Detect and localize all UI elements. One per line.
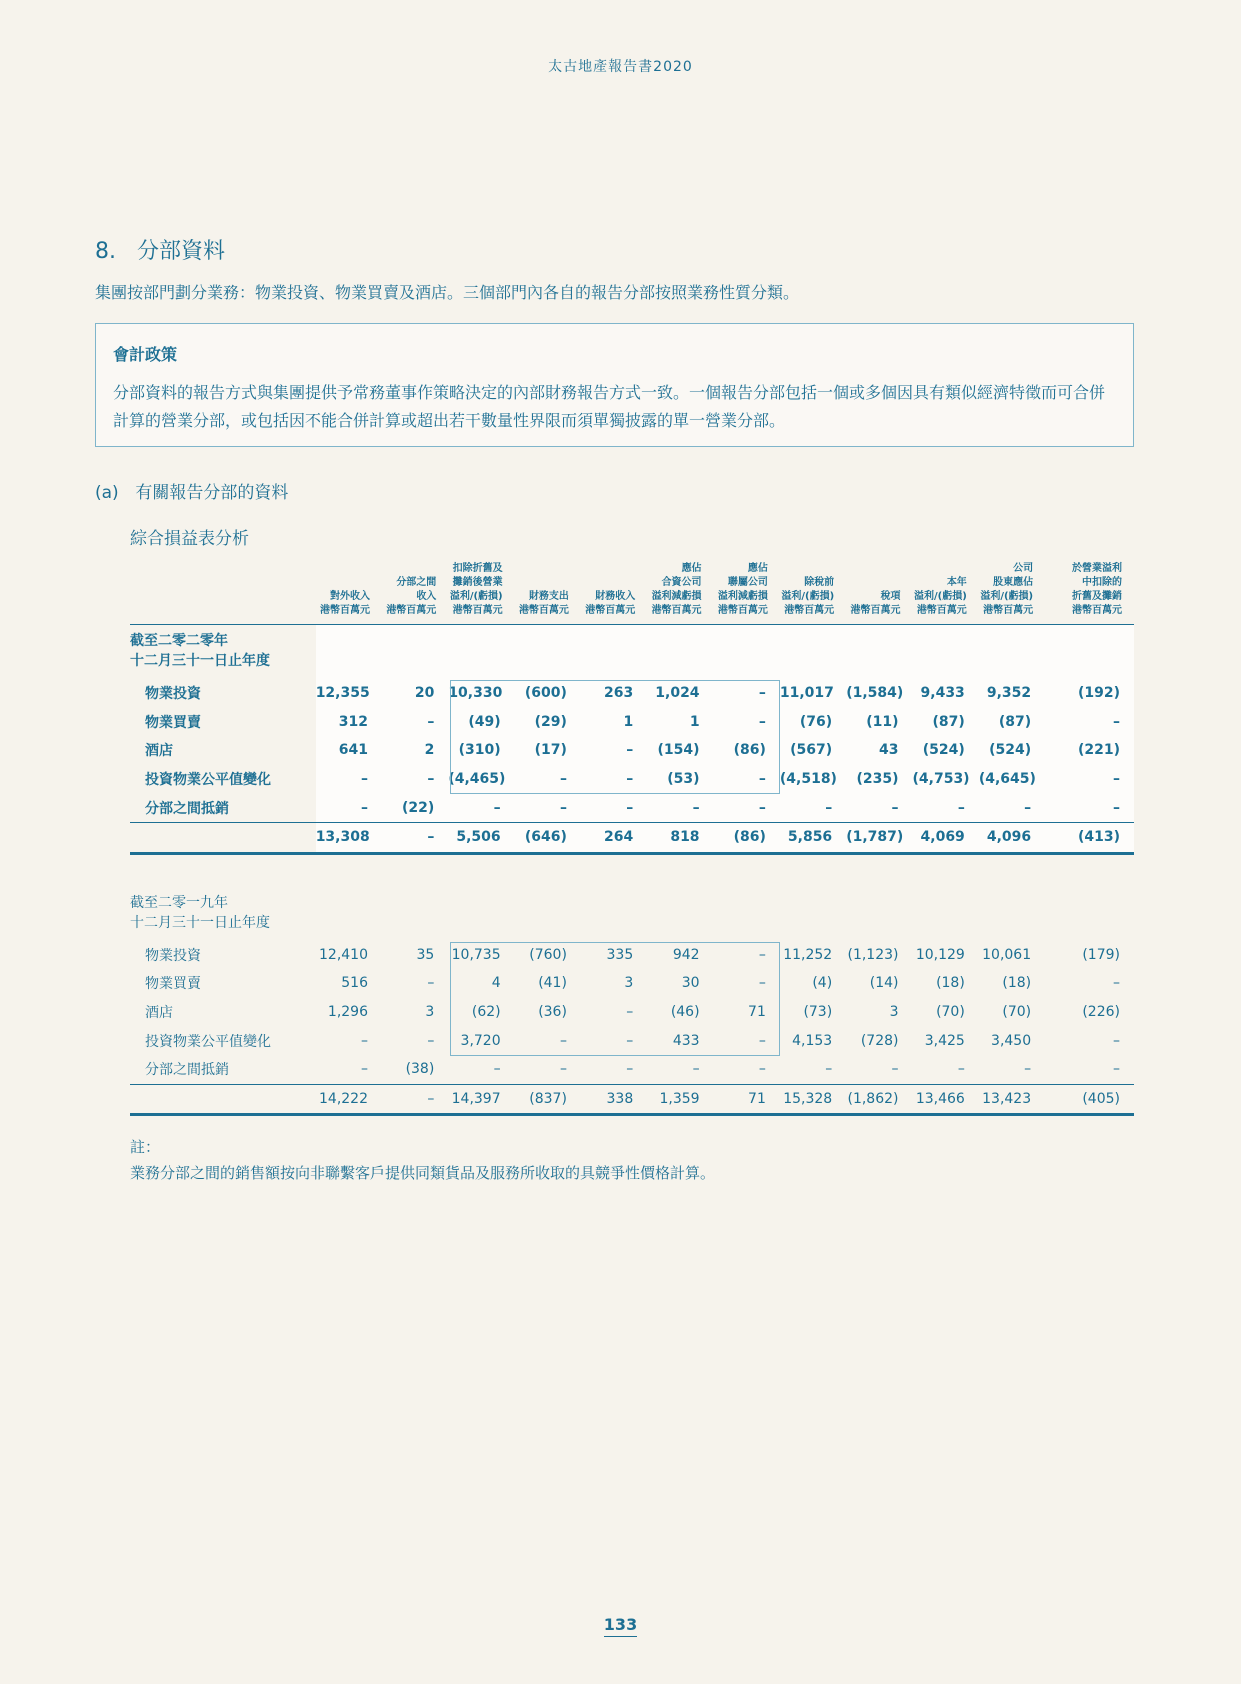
intro-text: 集團按部門劃分業務：物業投資、物業買賣及酒店。三個部門內各自的報告分部按照業務性質分類。 [95, 283, 800, 302]
table-cell: (41) [538, 975, 567, 992]
table-cell: – [714, 765, 780, 794]
table-cell: (4,645) [979, 765, 1045, 794]
total-cell: (413) [1045, 822, 1134, 853]
table-cell: – [581, 765, 647, 794]
total-cell: 71 [714, 1084, 780, 1115]
table-cell: – [1113, 1061, 1120, 1078]
total-cell: 4,096 [979, 822, 1045, 853]
section-heading [95, 234, 225, 265]
table-cell: – [1045, 793, 1134, 822]
table-cell: – [714, 679, 780, 708]
table-cell: (310) [448, 736, 514, 765]
row-label: 酒店 [145, 743, 173, 760]
column-header: 公司 股東應佔 溢利/(虧損) 港幣百萬元 [980, 563, 1034, 616]
total-cell: 13,466 [913, 1084, 979, 1115]
column-header: 分部之間 收入 港幣百萬元 [386, 577, 437, 616]
table-cell: (154) [647, 736, 713, 765]
table-cell: (18) [936, 975, 965, 992]
column-header: 應佔 聯屬公司 溢利減虧損 港幣百萬元 [717, 563, 768, 616]
table-cell: 1,024 [647, 679, 713, 708]
total-cell: (1,787) [846, 822, 912, 853]
policy-title: 會計政策 [113, 345, 178, 364]
table-cell: – [714, 793, 780, 822]
total-cell: 5,856 [780, 822, 846, 853]
policy-text: 分部資料的報告方式與集團提供予常務董事作策略決定的內部財務報告方式一致。一個報告分部包括一個或多個因具有類似經濟特徵而可合併計算的營業分部，或包括因不能合併計算或超出若干數量性界限而須單獨披露的單一營業分部。 [113, 383, 1106, 430]
total-cell: – [382, 822, 448, 853]
table-cell: (22) [382, 793, 448, 822]
table-cell: 3,425 [924, 1032, 965, 1049]
table-cell: – [361, 1061, 368, 1078]
table-cell: (29) [515, 708, 581, 737]
table-cell: 20 [382, 679, 448, 708]
table-cell: – [316, 793, 382, 822]
table-cell: (4) [812, 975, 833, 992]
table-cell: (600) [515, 679, 581, 708]
table-row [130, 941, 1134, 970]
total-row [130, 822, 1134, 853]
table-cell: (226) [1082, 1004, 1120, 1021]
table-cell: (73) [803, 1004, 833, 1021]
table-row [130, 998, 1134, 1027]
table-cell: – [758, 1032, 766, 1049]
table-cell: – [714, 708, 780, 737]
table-cell: – [626, 1004, 634, 1021]
segment-income-table [130, 562, 1134, 1116]
table-cell: (4,518) [780, 765, 846, 794]
column-header: 於營業溢利 中扣除的 折舊及攤銷 港幣百萬元 [1072, 563, 1122, 616]
table-cell: 3,450 [991, 1032, 1032, 1049]
table-cell: (86) [714, 736, 780, 765]
table-cell: 9,433 [913, 679, 979, 708]
table-cell: – [825, 1061, 833, 1078]
column-header: 應佔 合資公司 溢利減虧損 港幣百萬元 [651, 563, 702, 616]
table-cell: (18) [1002, 975, 1032, 992]
table-cell: 10,061 [982, 946, 1032, 963]
total-cell: 818 [647, 822, 713, 853]
total-cell: (86) [714, 822, 780, 853]
column-header: 對外收入 港幣百萬元 [320, 591, 370, 616]
table-cell: – [559, 1061, 567, 1078]
row-label: 物業投資 [145, 947, 201, 964]
total-cell: 14,222 [316, 1084, 382, 1115]
total-cell: 14,397 [448, 1084, 514, 1115]
table-row [130, 793, 1134, 822]
table-cell: – [692, 1061, 700, 1078]
column-header: 財務收入 港幣百萬元 [585, 591, 636, 616]
note-title: 註： [130, 1138, 161, 1156]
table-header-row [130, 562, 1134, 625]
subsection-label: (a) [95, 483, 119, 503]
table-cell: – [559, 1032, 567, 1049]
total-cell: 15,328 [780, 1084, 846, 1115]
table-cell: – [780, 793, 846, 822]
subsection-title: 有關報告分部的資料 [135, 483, 289, 503]
total-cell: (837) [515, 1084, 581, 1115]
table-cell: – [361, 1032, 368, 1049]
table-cell: – [758, 946, 766, 963]
table-cell: (567) [780, 736, 846, 765]
table-cell: – [626, 1032, 634, 1049]
table-cell: – [316, 765, 382, 794]
period-label: 截至二零二零年 十二月三十一日止年度 [130, 633, 270, 669]
table-cell: – [1045, 708, 1134, 737]
row-label: 酒店 [145, 1005, 173, 1022]
section-title: 分部資料 [136, 239, 225, 264]
table-cell: (760) [529, 946, 567, 963]
total-cell: (646) [515, 822, 581, 853]
table-cell: – [1113, 975, 1120, 992]
table-cell: 4,153 [792, 1032, 833, 1049]
table-cell: – [382, 765, 448, 794]
table-cell: (221) [1045, 736, 1134, 765]
row-label: 投資物業公平值變化 [145, 1033, 271, 1050]
table-cell: 10,330 [448, 679, 514, 708]
total-cell: (405) [1045, 1084, 1134, 1115]
table-cell: (62) [471, 1004, 501, 1021]
column-header: 扣除折舊及 攤銷後營業 溢利/(虧損) 港幣百萬元 [449, 563, 503, 616]
total-row [130, 1084, 1134, 1115]
total-cell: 5,506 [448, 822, 514, 853]
table-cell: 9,352 [979, 679, 1045, 708]
section-number: 8. [95, 239, 116, 264]
table-row [130, 1055, 1134, 1084]
table-cell: 433 [672, 1032, 700, 1049]
table-cell: (728) [860, 1032, 899, 1049]
total-cell: 4,069 [913, 822, 979, 853]
row-label: 投資物業公平值變化 [145, 772, 271, 789]
table-cell: (4,465) [448, 765, 514, 794]
table-cell: (1,123) [847, 946, 899, 963]
table-cell: 1 [647, 708, 713, 737]
table-cell: (36) [538, 1004, 567, 1021]
column-header: 財務支出 港幣百萬元 [518, 591, 569, 616]
table-cell: – [913, 793, 979, 822]
subsection-heading [95, 478, 288, 503]
table-cell: (4,753) [913, 765, 979, 794]
table-cell: 12,355 [316, 679, 382, 708]
total-cell: 338 [581, 1084, 647, 1115]
table-cell: – [581, 793, 647, 822]
table-title: 綜合損益表分析 [130, 529, 249, 549]
table-row [130, 736, 1134, 765]
table-cell: 1,296 [327, 1004, 368, 1021]
table-cell: – [448, 793, 514, 822]
table-cell: – [1045, 765, 1134, 794]
report-title: 太古地產報告書2020 [548, 59, 693, 75]
table-cell: (179) [1082, 946, 1120, 963]
table-cell: – [1024, 1061, 1032, 1078]
table-cell: – [493, 1061, 501, 1078]
table-cell: (76) [780, 708, 846, 737]
row-label: 物業買賣 [145, 976, 201, 993]
page-number: 133 [0, 1615, 1241, 1634]
table-cell: 1 [581, 708, 647, 737]
total-cell: – [382, 1084, 448, 1115]
table-row [130, 679, 1134, 708]
column-header: 稅項 港幣百萬元 [850, 591, 901, 616]
table-cell: (46) [670, 1004, 700, 1021]
table-cell: 335 [606, 946, 634, 963]
table-cell: 11,017 [780, 679, 846, 708]
column-header: 本年 溢利/(虧損) 港幣百萬元 [914, 577, 967, 616]
table-cell: – [515, 793, 581, 822]
table-cell: (49) [448, 708, 514, 737]
period-label: 截至二零一九年 十二月三十一日止年度 [130, 894, 270, 931]
total-cell: 264 [581, 822, 647, 853]
table-cell: 3 [624, 975, 634, 992]
table-cell: – [427, 1032, 435, 1049]
table-cell: 35 [416, 946, 435, 963]
table-cell: – [979, 793, 1045, 822]
table-row [130, 765, 1134, 794]
table-cell: 71 [748, 1004, 766, 1021]
table-cell: 10,129 [915, 946, 965, 963]
table-cell: – [846, 793, 912, 822]
table-cell: – [758, 1061, 766, 1078]
table-cell: (70) [936, 1004, 965, 1021]
row-label: 分部之間抵銷 [145, 800, 229, 817]
table-cell: 2 [382, 736, 448, 765]
table-cell: 641 [316, 736, 382, 765]
table-cell: (235) [846, 765, 912, 794]
total-cell: 1,359 [647, 1084, 713, 1115]
table-cell: (524) [913, 736, 979, 765]
table-cell: 11,252 [783, 946, 833, 963]
table-cell: – [647, 793, 713, 822]
table-cell: 30 [681, 975, 700, 992]
table-cell: – [1113, 1032, 1120, 1049]
total-cell: (1,862) [846, 1084, 912, 1115]
accounting-policy-box [95, 323, 1134, 447]
row-label: 物業投資 [145, 686, 201, 703]
table-cell: 942 [672, 946, 700, 963]
total-cell: 13,423 [979, 1084, 1045, 1115]
table-cell: 4 [491, 975, 501, 992]
table-cell: (17) [515, 736, 581, 765]
table-cell: (53) [647, 765, 713, 794]
table-cell: 10,735 [451, 946, 501, 963]
table-cell: (1,584) [846, 679, 912, 708]
column-header: 除稅前 溢利/(虧損) 港幣百萬元 [781, 577, 835, 616]
table-cell: – [891, 1061, 899, 1078]
total-cell: 13,308 [316, 822, 382, 853]
table-cell: 312 [316, 708, 382, 737]
row-label: 物業買賣 [145, 714, 201, 731]
row-label: 分部之間抵銷 [145, 1062, 229, 1079]
table-cell: (87) [913, 708, 979, 737]
table-cell: 516 [341, 975, 368, 992]
table-cell: – [758, 975, 766, 992]
table-row [130, 708, 1134, 737]
table-cell: (87) [979, 708, 1045, 737]
table-cell: (38) [405, 1061, 435, 1078]
note-text: 業務分部之間的銷售額按向非聯繫客戶提供同類貨品及服務所收取的具競爭性價格計算。 [130, 1164, 716, 1182]
table-cell: – [515, 765, 581, 794]
period-group [130, 853, 1134, 1115]
table-cell: (192) [1045, 679, 1134, 708]
table-row [130, 969, 1134, 998]
table-cell: 43 [846, 736, 912, 765]
table-cell: (14) [869, 975, 899, 992]
table-cell: 3,720 [460, 1032, 501, 1049]
table-cell: – [957, 1061, 965, 1078]
period-group [130, 625, 1134, 854]
table-cell: – [427, 975, 435, 992]
column-header [130, 562, 316, 625]
table-cell: (11) [846, 708, 912, 737]
table-cell: (70) [1002, 1004, 1032, 1021]
table-row [130, 1026, 1134, 1055]
table-cell: 3 [425, 1004, 435, 1021]
table-cell: 3 [889, 1004, 899, 1021]
table-cell: – [626, 1061, 634, 1078]
table-cell: (524) [979, 736, 1045, 765]
table-cell: 12,410 [319, 946, 368, 963]
table-cell: 263 [581, 679, 647, 708]
table-cell: – [382, 708, 448, 737]
table-cell: – [581, 736, 647, 765]
